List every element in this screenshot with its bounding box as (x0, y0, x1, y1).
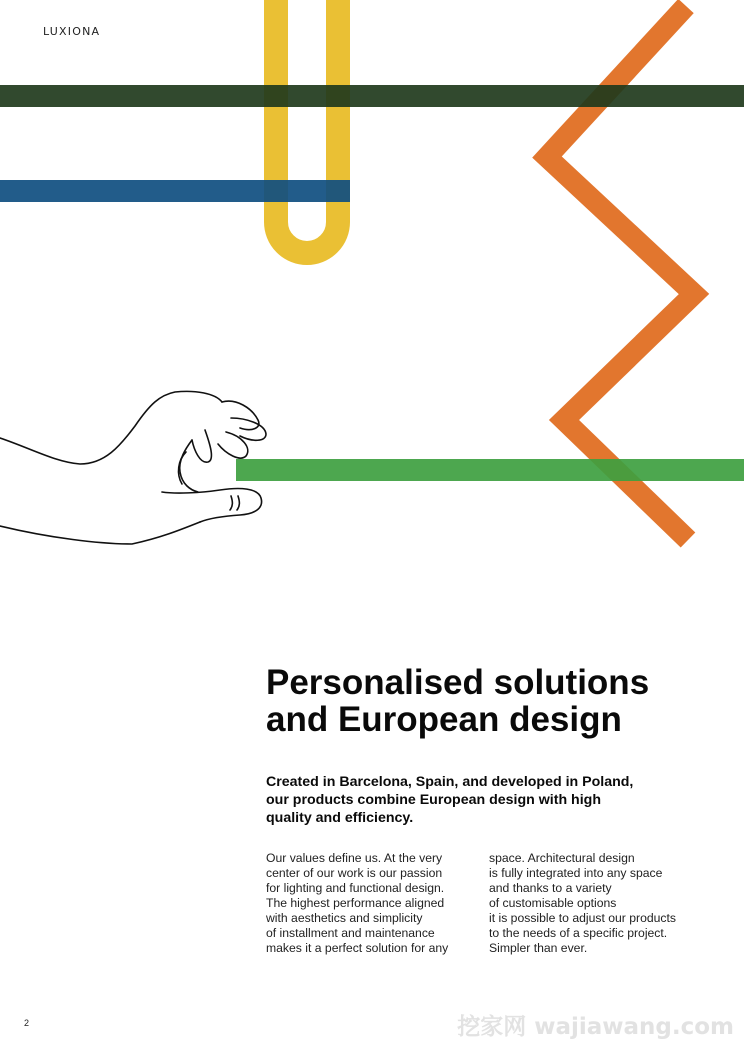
body-line: Simpler than ever. (489, 941, 588, 955)
body-line: center of our work is our passion (266, 866, 443, 880)
body-line: to the needs of a specific project. (489, 926, 668, 940)
watermark-text: 挖家网 wajiawang.com (457, 1014, 734, 1040)
lead-line-1: Created in Barcelona, Spain, and developed in Poland, (266, 774, 634, 790)
yellow-u-shape (276, 0, 338, 253)
body-line: is fully integrated into any space (489, 866, 663, 880)
green-bar (236, 459, 744, 481)
body-line: it is possible to adjust our products (489, 911, 676, 925)
body-line: The highest performance aligned (266, 896, 445, 910)
hand-illustration (0, 391, 266, 544)
body-line: space. Architectural design (489, 851, 635, 865)
body-line: of installment and maintenance (266, 926, 435, 940)
body-line: for lighting and functional design. (266, 881, 445, 895)
lead-line-3: quality and efficiency. (266, 810, 414, 826)
title-line-2: and European design (266, 700, 622, 739)
brand-logo[interactable]: LUXIONA (43, 25, 101, 38)
page-title (266, 664, 726, 738)
body-line: makes it a perfect solution for any (266, 941, 449, 955)
lead-paragraph (266, 773, 706, 827)
body-line: and thanks to a variety (489, 881, 612, 895)
lead-line-2: our products combine European design with high (266, 792, 601, 808)
title-line-1: Personalised solutions (266, 663, 650, 702)
dark-green-bar (0, 85, 744, 107)
body-line: Our values define us. At the very (266, 851, 443, 865)
body-line: of customisable options (489, 896, 617, 910)
page-number: 2 (24, 1018, 30, 1028)
blue-bar (0, 180, 350, 202)
body-column-1 (266, 851, 481, 956)
body-line: with aesthetics and simplicity (266, 911, 423, 925)
body-column-2 (489, 851, 704, 956)
